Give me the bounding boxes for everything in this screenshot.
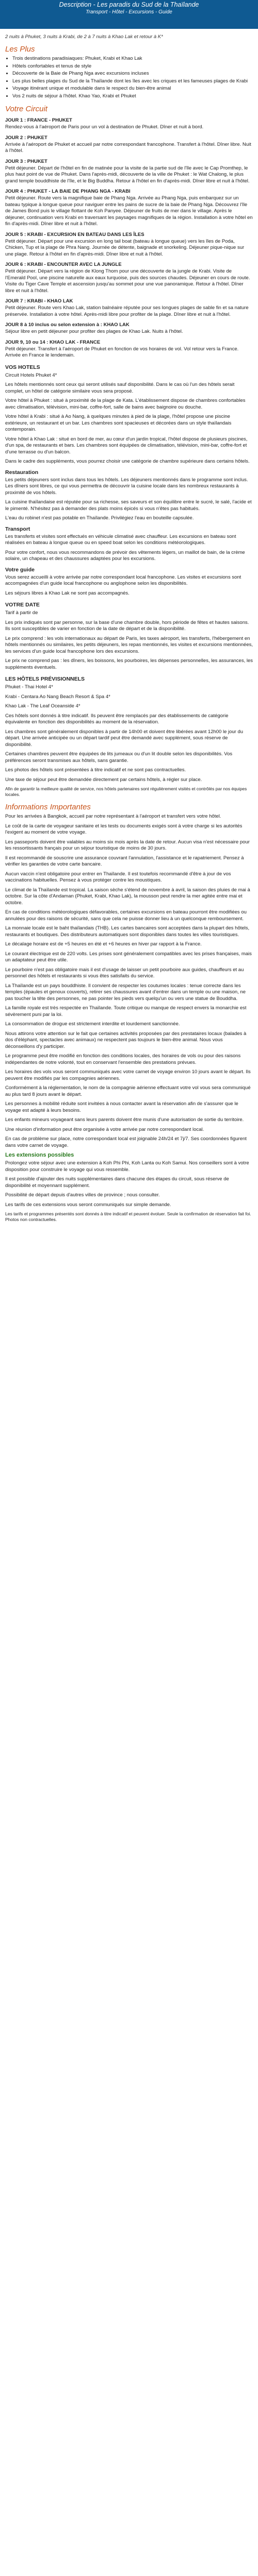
- extensions-paragraph: Il est possible d'ajouter des nuits supplémentaires dans chacune des étapes du circuit, sous réserve de disponibilité et moyennant supplément.: [5, 1176, 229, 1189]
- date-paragraph: Le prix ne comprend pas : les dîners, les boissons, les pourboires, les dépenses personnelles, les assurances, les suppléments éventuels.: [5, 658, 253, 670]
- date-title: VOTRE DATE: [5, 602, 40, 608]
- date-paragraph: Le prix comprend : les vols internationaux au départ de Paris, les taxes aéroport, les transferts, l'hébergement en hôtels mentionnés ou similaires, les petits déjeuners, les repas mentionnés, les visites et excursions mentionnées, les services d'un guide local francophone lors des excursions.: [5, 635, 253, 654]
- day-block: [5, 340, 253, 359]
- practical-paragraph: Pour les arrivées à Bangkok, accueil par notre représentant à l'aéroport et transfert vers votre hôtel.: [5, 814, 221, 819]
- extensions-paragraph: Les tarifs de ces extensions vous seront communiqués sur simple demande.: [5, 1201, 171, 1208]
- practical-paragraph: Le courant électrique est de 220 volts. Les prises sont généralement compatibles avec les prises françaises, mais un adaptateur peut être utile.: [5, 951, 252, 963]
- practical-paragraph: La monnaie locale est le baht thaïlandais (THB). Les cartes bancaires sont acceptées dans la plupart des hôtels, restaurants et boutiques. Des distributeurs automatiques sont disponibles dans toutes les villes touristiques.: [5, 925, 250, 938]
- list-item: • Les plus belles plages du Sud de la Thaïlande dont les îles avec les criques et les fameuses plages de Krabi: [12, 78, 253, 85]
- list-item: • Vos 2 nuits de séjour à l'hôtel. Khao Yao, Krabi et Phuket: [12, 93, 253, 100]
- page-header: [0, 0, 258, 29]
- day-text: Petit déjeuner. Départ pour une excursion en long tail boat (bateau à longue queue) vers les îles de Poda, Chicken, Tup et la plage de Phra Nang. Journée de détente, baignade et snorkeling. Déjeuner pique-nique sur une plage. Retour à l'hôtel en fin d'après-midi. Dîner libre et nuit à l'hôtel.: [5, 238, 245, 257]
- footnote: Les tarifs et programmes présentés sont donnés à titre indicatif et peuvent évoluer. Seule la confirmation de réservation fait foi. Photos non contractuelles.: [5, 1211, 251, 1222]
- practical-paragraph: La consommation de drogue est strictement interdite et lourdement sanctionnée.: [5, 1021, 180, 1027]
- day-heading: JOUR 8 à 10 inclus ou selon extension à : KHAO LAK: [5, 322, 130, 328]
- day-block: [5, 117, 253, 131]
- practical-paragraph: Le programme peut être modifié en fonction des conditions locales, des horaires de vols ou pour des raisons indépendantes de notre volonté, tout en conservant l'ensemble des prestations prévues.: [5, 1053, 241, 1065]
- day-text: Arrivée à l'aéroport de Phuket et accueil par notre correspondant francophone. Transfert à l'hôtel. Dîner libre. Nuit à l'hôtel.: [5, 141, 251, 154]
- booking-paragraph: Certaines chambres peuvent être équipées de lits jumeaux ou d'un lit double selon les disponibilités. Vos préférences seront transmises aux hôtels, sans garantie.: [5, 751, 233, 764]
- day-text: Petit déjeuner. Route vers Khao Lak, station balnéaire réputée pour ses longues plages de sable fin et sa nature préservée. Installation à votre hôtel. Après-midi libre pour profiter de la plage. Dîner libre et nuit à l'hôtel.: [5, 305, 249, 317]
- day-heading: JOUR 4 : PHUKET - LA BAIE DE PHANG NGA - KRABI: [5, 189, 131, 194]
- hotels-paragraph: Dans le cadre des suppléments, vous pourrez choisir une catégorie de chambre supérieure dans certains hôtels.: [5, 459, 250, 464]
- day-heading: JOUR 1 : FRANCE - PHUKET: [5, 117, 72, 123]
- practical-paragraph: Le décalage horaire est de +5 heures en été et +6 heures en hiver par rapport à la France.: [5, 941, 202, 947]
- day-block: [5, 135, 253, 155]
- day-block: [5, 322, 253, 335]
- list-item: • Découverte de la Baie de Phang Nga avec excursions incluses: [12, 71, 253, 77]
- guide-paragraph: Les séjours libres à Khao Lak ne sont pas accompagnés.: [5, 590, 130, 596]
- booking-title: LES HÔTELS PRÉVISIONNELS: [5, 676, 85, 682]
- day-block: [5, 298, 253, 318]
- day-text: Petit déjeuner. Départ de l'hôtel en fin de matinée pour la visite de la partie sud de l'île avec le Cap Promthep, le plus haut point de vue de Phuket. Dans l'après-midi, découverte de la ville de Phuket : le Wat Chalong, le plus grand temple bouddhiste de l'île, et le Big Buddha. Retour à l'hôtel en fin d'après-midi. Dîner libre et nuit à l'hôtel.: [5, 165, 250, 184]
- day-text: Petit déjeuner. Transfert à l'aéroport de Phuket en fonction de vos horaires de vol. Vol retour vers la France. Arrivée en France le lendemain.: [5, 346, 239, 358]
- hotels-subtitle: Circuit Hotels Phuket 4*: [5, 372, 57, 378]
- practical-paragraph: Une réunion d'information peut être organisée à votre arrivée par notre correspondant local.: [5, 1126, 204, 1132]
- restauration-paragraph: La cuisine thaïlandaise est réputée pour sa richesse, ses saveurs et son équilibre entre le sucré, le salé, l'acide et le pimenté. N'hésitez pas à demander des plats moins épicés si vous n'êtes pas habitués.: [5, 499, 252, 512]
- guide-paragraph: Vous serez accueilli à votre arrivée par notre correspondant local francophone. Les visites et excursions sont accompagnées d'un guide local francophone ou anglophone selon les disponibilités.: [5, 574, 241, 586]
- hotels-paragraph: Votre hôtel à Krabi : situé à Ao Nang, à quelques minutes à pied de la plage, l'hôtel propose une piscine extérieure, un restaurant et un bar. Les chambres sont spacieuses et décorées dans un style thaïlandais contemporain.: [5, 414, 232, 432]
- day-text: Petit déjeuner. Route vers la magnifique baie de Phang Nga. Arrivée au Phang Nga, puis embarquez sur un bateau typique à longue queue pour naviguer entre les pains de sucre de la baie de Phang Nga. Découvrez l'île de James Bond puis le village flottant de Koh Panyee. Déjeuner de fruits de mer dans le village. Après le déjeuner, continuation vers Krabi en traversant les paysages magnifiques de la région. Installation à votre hôtel en fin d'après-midi. Dîner libre et nuit à l'hôtel.: [5, 195, 253, 227]
- day-heading: JOUR 7 : KRABI - KHAO LAK: [5, 298, 73, 304]
- restauration-paragraph: Les petits déjeuners sont inclus dans tous les hôtels. Les déjeuners mentionnés dans le programme sont inclus. Les dîners sont libres, ce qui vous permettra de découvrir la cuisine locale dans les nombreux restaurants à proximité de vos hôtels.: [5, 477, 248, 496]
- hotels-paragraph: Votre hôtel à Phuket : situé à proximité de la plage de Kata. L'établissement dispose de chambres confortables avec climatisation, télévision, mini-bar, coffre-fort, salle de bains avec baignoire ou douche.: [5, 398, 246, 410]
- day-heading: JOUR 3 : PHUKET: [5, 158, 47, 164]
- practical-paragraph: Les horaires des vols vous seront communiqués avec votre carnet de voyage environ 10 jours avant le départ. Ils peuvent être modifiés par les compagnies aériennes.: [5, 1069, 251, 1081]
- booking-hotel-line: Phuket - Thai Hotel 4*: [5, 684, 53, 690]
- main-content: [0, 29, 258, 1223]
- practical-paragraph: Le coût de la carte de voyageur sanitaire et les tests ou documents exigés sont à votre charge si les autorités l'exigent au moment de votre voyage.: [5, 823, 243, 835]
- day-block: [5, 232, 253, 258]
- plus-title: Les Plus: [5, 45, 35, 54]
- extensions-paragraph: Possibilité de départ depuis d'autres villes de province ; nous consulter.: [5, 1192, 160, 1198]
- booking-paragraph: Les photos des hôtels sont présentées à titre indicatif et ne sont pas contractuelles.: [5, 767, 186, 773]
- hotels-title: VOS HOTELS: [5, 364, 40, 370]
- practical-paragraph: Aucun vaccin n'est obligatoire pour entrer en Thaïlande. Il est toutefois recommandé d'être à jour de vos vaccinations habituelles. Pensez à vous protéger contre les moustiques.: [5, 871, 231, 883]
- practical-paragraph: La famille royale est très respectée en Thaïlande. Toute critique ou manque de respect envers la monarchie est sévèrement puni par la loi.: [5, 1005, 247, 1018]
- restauration-paragraph: L'eau du robinet n'est pas potable en Thaïlande. Privilégiez l'eau en bouteille capsulée.: [5, 515, 194, 521]
- day-heading: JOUR 9, 10 ou 14 : KHAO LAK - FRANCE: [5, 339, 101, 345]
- hotels-paragraph: Les hôtels mentionnés sont ceux qui seront utilisés sauf disponibilité. Dans le cas où l'un des hôtels serait complet, un hôtel de catégorie similaire vous sera proposé.: [5, 382, 235, 394]
- practical-paragraph: Nous attirons votre attention sur le fait que certaines activités proposées par des prestataires locaux (balades à dos d'éléphant, spectacles avec animaux) ne respectent pas toujours le bien-être animal. Nous vous déconseillons d'y participer.: [5, 1030, 247, 1049]
- practical-paragraph: Le climat de la Thaïlande est tropical. La saison sèche s'étend de novembre à avril, la saison des pluies de mai à octobre. Sur la côte d'Andaman (Phuket, Krabi, Khao Lak), la mousson peut rendre la mer agitée entre mai et octobre.: [5, 887, 250, 906]
- list-item: • Hôtels confortables et tenus de style: [12, 63, 253, 70]
- booking-note: Afin de garantir la meilleure qualité de service, nos hôtels partenaires sont régulièrement visités et contrôlés par nos équipes locales.: [5, 786, 247, 797]
- transport-paragraph: Pour votre confort, nous vous recommandons de prévoir des vêtements légers, un maillot de bain, de la crème solaire, un chapeau et des chaussures adaptées pour les excursions.: [5, 549, 245, 562]
- booking-hotel-line: Khao Lak - The Leaf Oceanside 4*: [5, 703, 80, 709]
- restauration-title: Restauration: [5, 469, 39, 476]
- booking-paragraph: Ces hôtels sont donnés à titre indicatif. Ils peuvent être remplacés par des établissements de catégorie équivalente en fonction des disponibilités au moment de la réservation.: [5, 713, 229, 725]
- practical-paragraph: Il est recommandé de souscrire une assurance couvrant l'annulation, l'assistance et le rapatriement. Pensez à vérifier les garanties de votre carte bancaire.: [5, 855, 244, 867]
- page-title: Description - Les paradis du Sud de la Thaïlande: [59, 1, 199, 8]
- hotels-paragraph: Votre hôtel à Khao Lak : situé en bord de mer, au cœur d'un jardin tropical, l'hôtel dispose de plusieurs piscines, d'un spa, de restaurants et bars. Les chambres sont équipées de climatisation, télévision, mini-bar, coffre-fort et d'une terrasse ou d'un balcon.: [5, 436, 248, 455]
- guide-title: Votre guide: [5, 566, 35, 573]
- practical-paragraph: Le pourboire n'est pas obligatoire mais il est d'usage de laisser un petit pourboire aux guides, chauffeurs et au personnel des hôtels et restaurants si vous êtes satisfaits du service.: [5, 967, 244, 979]
- list-item: • Trois destinations paradisiaques: Phuket, Krabi et Khao Lak: [12, 56, 253, 62]
- day-heading: JOUR 6 : KRABI - ENCOUNTER AVEC LA JUNGLE: [5, 262, 122, 267]
- day-text: Petit déjeuner. Départ vers la région de Klong Thom pour une découverte de la jungle de Krabi. Visite de l'Emerald Pool, une piscine naturelle aux eaux turquoise, puis des sources chaudes. Déjeuner en cours de route. Visite du Tiger Cave Temple et ascension jusqu'au sommet pour une vue panoramique. Retour à l'hôtel. Dîner libre et nuit à l'hôtel.: [5, 268, 250, 294]
- practical-paragraph: Les enfants mineurs voyageant sans leurs parents doivent être munis d'une autorisation de sortie du territoire.: [5, 1117, 244, 1123]
- plus-list: [5, 56, 253, 99]
- breadcrumb: 2 nuits à Phuket, 3 nuits à Krabi, de 2 à 7 nuits à Khao Lak et retour à K*: [5, 34, 163, 40]
- day-text: Rendez-vous à l'aéroport de Paris pour un vol à destination de Phuket. Dîner et nuit à bord.: [5, 124, 204, 130]
- date-subtitle: Tarif à partir de: [5, 610, 38, 616]
- extensions-title: Les extensions possibles: [5, 1152, 74, 1158]
- transport-paragraph: Les transferts et visites sont effectués en véhicule climatisé avec chauffeur. Les excursions en bateau sont réalisées en bateau à longue queue ou en speed boat selon les conditions météorologiques.: [5, 533, 236, 546]
- day-block: [5, 159, 253, 185]
- transport-title: Transport: [5, 526, 30, 532]
- page-subtitle: Transport - Hôtel - Excursions - Guide: [86, 9, 172, 15]
- day-block: [5, 262, 253, 294]
- date-paragraph: Les prix indiqués sont par personne, sur la base d'une chambre double, hors période de fêtes et hautes saisons. Ils sont susceptibles de varier en fonction de la date de départ et de la disponibilité.: [5, 619, 249, 632]
- practical-paragraph: Les passeports doivent être valables au moins six mois après la date de retour. Aucun visa n'est nécessaire pour les ressortissants français pour un séjour touristique de moins de 30 jours.: [5, 839, 250, 851]
- practical-paragraph: La Thaïlande est un pays bouddhiste. Il convient de respecter les coutumes locales : tenue correcte dans les temples (épaules et genoux couverts), retirer ses chaussures avant d'entrer dans un temple ou une maison, ne pas toucher la tête des personnes, ne pas pointer les pieds vers quelqu'un ou vers une statue de Bouddha.: [5, 982, 246, 1002]
- extensions-paragraph: Prolongez votre séjour avec une extension à Koh Phi Phi, Koh Lanta ou Koh Samui. Nos conseillers sont à votre disposition pour construire le voyage qui vous ressemble.: [5, 1160, 249, 1173]
- list-item: • Voyage itinérant unique et modulable dans le respect du bien-être animal: [12, 86, 253, 92]
- practical-paragraph: Conformément à la réglementation, le nom de la compagnie aérienne effectuant votre vol vous sera communiqué au plus tard 8 jours avant le départ.: [5, 1085, 251, 1097]
- day-text: Séjour libre en petit déjeuner pour profiter des plages de Khao Lak. Nuits à l'hôtel.: [5, 329, 183, 334]
- practical-paragraph: Les personnes à mobilité réduite sont invitées à nous contacter avant la réservation afin de s'assurer que le voyage est adapté à leurs besoins.: [5, 1101, 238, 1113]
- booking-hotel-line: Krabi - Centara Ao Nang Beach Resort & Spa 4*: [5, 693, 110, 700]
- practical-paragraph: En cas de conditions météorologiques défavorables, certaines excursions en bateau pourront être modifiées ou annulées pour des raisons de sécurité, sans que cela ne puisse donner lieu à un quelconque remboursement.: [5, 909, 247, 922]
- booking-paragraph: Une taxe de séjour peut être demandée directement par certains hôtels, à régler sur place.: [5, 776, 202, 783]
- day-heading: JOUR 2 : PHUKET: [5, 134, 47, 141]
- practical-title: Informations Importantes: [5, 803, 91, 811]
- circuit-title: Votre Circuit: [5, 105, 47, 113]
- day-block: [5, 189, 253, 228]
- booking-paragraph: Les chambres sont généralement disponibles à partir de 14h00 et doivent être libérées avant 12h00 le jour du départ. Une arrivée anticipée ou un départ tardif peut être demandé avec supplément, sous réserve de disponibilité.: [5, 728, 244, 748]
- day-heading: JOUR 5 : KRABI - EXCURSION EN BATEAU DANS LES ÎLES: [5, 231, 144, 238]
- practical-paragraph: En cas de problème sur place, notre correspondant local est joignable 24h/24 et 7j/7. Ses coordonnées figurent dans votre carnet de voyage.: [5, 1136, 247, 1148]
